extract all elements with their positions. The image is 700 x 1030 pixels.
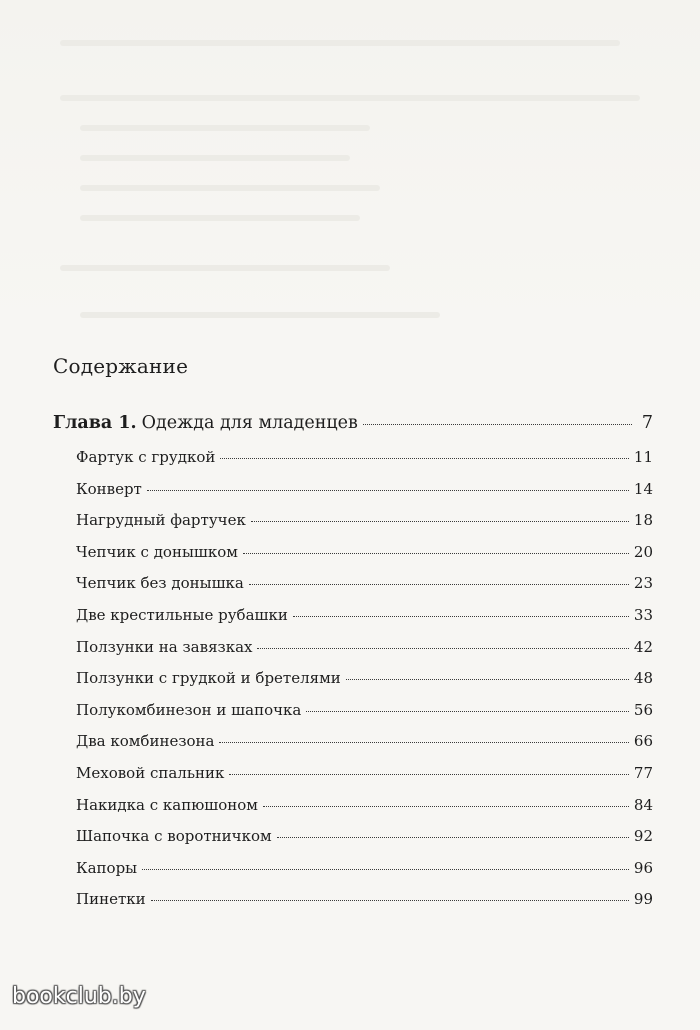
toc-entry-page: 96 <box>633 858 653 877</box>
toc-entry <box>53 827 653 859</box>
dot-leader <box>220 458 629 459</box>
dot-leader <box>147 490 629 491</box>
dot-leader <box>277 837 629 838</box>
toc-entry-title: Полукомбинезон и шапочка <box>76 700 302 719</box>
toc-entry <box>53 574 653 606</box>
toc-entry-page: 33 <box>633 605 653 624</box>
dot-leader <box>151 900 629 901</box>
toc-entry-title: Капоры <box>76 858 138 877</box>
dot-leader <box>293 616 629 617</box>
toc-entry-title: Ползунки с грудкой и бретелями <box>76 669 341 688</box>
toc-entry-title: Конверт <box>76 479 142 498</box>
show-through-line <box>80 125 370 131</box>
show-through-line <box>80 312 440 318</box>
toc-entry <box>53 701 653 733</box>
toc-entry <box>53 669 653 701</box>
toc-entry-title: Шапочка с воротничком <box>76 827 272 846</box>
toc-entry-page: 18 <box>633 511 653 530</box>
dot-leader <box>263 806 629 807</box>
toc-entry <box>53 732 653 764</box>
dot-leader <box>249 584 629 585</box>
chapter-page-number: 7 <box>641 413 653 433</box>
toc-entry-page: 20 <box>633 542 653 561</box>
watermark: bookclub.by <box>12 984 146 1009</box>
toc-entry-title: Две крестильные рубашки <box>76 605 288 624</box>
toc-entry <box>53 480 653 512</box>
toc-entry-title: Чепчик с донышком <box>76 542 238 561</box>
toc-entry-page: 99 <box>633 890 653 909</box>
toc-entry-page: 84 <box>633 795 653 814</box>
toc-entry-title: Пинетки <box>76 890 146 909</box>
show-through-line <box>80 215 360 221</box>
toc-entry-title: Меховой спальник <box>76 763 225 782</box>
toc-entry <box>53 764 653 796</box>
toc-entry-title: Фартук с грудкой <box>76 448 216 466</box>
chapter-label: Глава 1. <box>53 413 137 433</box>
toc-entry-page: 48 <box>633 669 653 688</box>
page-title: Содержание <box>53 354 189 378</box>
dot-leader <box>229 774 629 775</box>
toc-entry-page: 77 <box>633 763 653 782</box>
show-through-line <box>80 155 350 161</box>
dot-leader <box>257 648 628 649</box>
toc-entry-page: 56 <box>633 700 653 719</box>
show-through-line <box>60 40 620 46</box>
toc-entry-title: Нагрудный фартучек <box>76 511 246 530</box>
toc-entry-page: 11 <box>633 448 653 466</box>
toc-chapter-entry <box>53 413 653 448</box>
dot-leader <box>346 679 629 680</box>
show-through-line <box>80 185 380 191</box>
toc-entry-page: 42 <box>633 637 653 656</box>
toc-entry <box>53 448 653 480</box>
chapter-title: Одежда для младенцев <box>141 413 358 433</box>
toc-entry <box>53 638 653 670</box>
toc-entry-title: Ползунки на завязках <box>76 637 253 656</box>
toc-entry <box>53 796 653 828</box>
toc-entry-title: Накидка с капюшоном <box>76 795 258 814</box>
toc-entry <box>53 511 653 543</box>
dot-leader <box>243 553 629 554</box>
dot-leader <box>251 521 629 522</box>
toc-entry-page: 23 <box>633 574 653 593</box>
toc-entry-title: Чепчик без донышка <box>76 574 244 593</box>
toc-entry <box>53 543 653 575</box>
toc-entry <box>53 859 653 891</box>
dot-leader <box>306 711 629 712</box>
table-of-contents <box>53 413 653 922</box>
show-through-line <box>60 95 640 101</box>
toc-entry <box>53 606 653 638</box>
dot-leader <box>219 742 628 743</box>
dot-leader <box>363 424 632 425</box>
toc-entry-title: Два комбинезона <box>76 732 215 751</box>
toc-entry-page: 14 <box>633 479 653 498</box>
toc-entry-page: 66 <box>633 732 653 751</box>
show-through-line <box>60 265 390 271</box>
toc-entry <box>53 890 653 922</box>
show-through-area <box>0 0 700 330</box>
toc-entry-page: 92 <box>633 827 653 846</box>
dot-leader <box>142 869 629 870</box>
